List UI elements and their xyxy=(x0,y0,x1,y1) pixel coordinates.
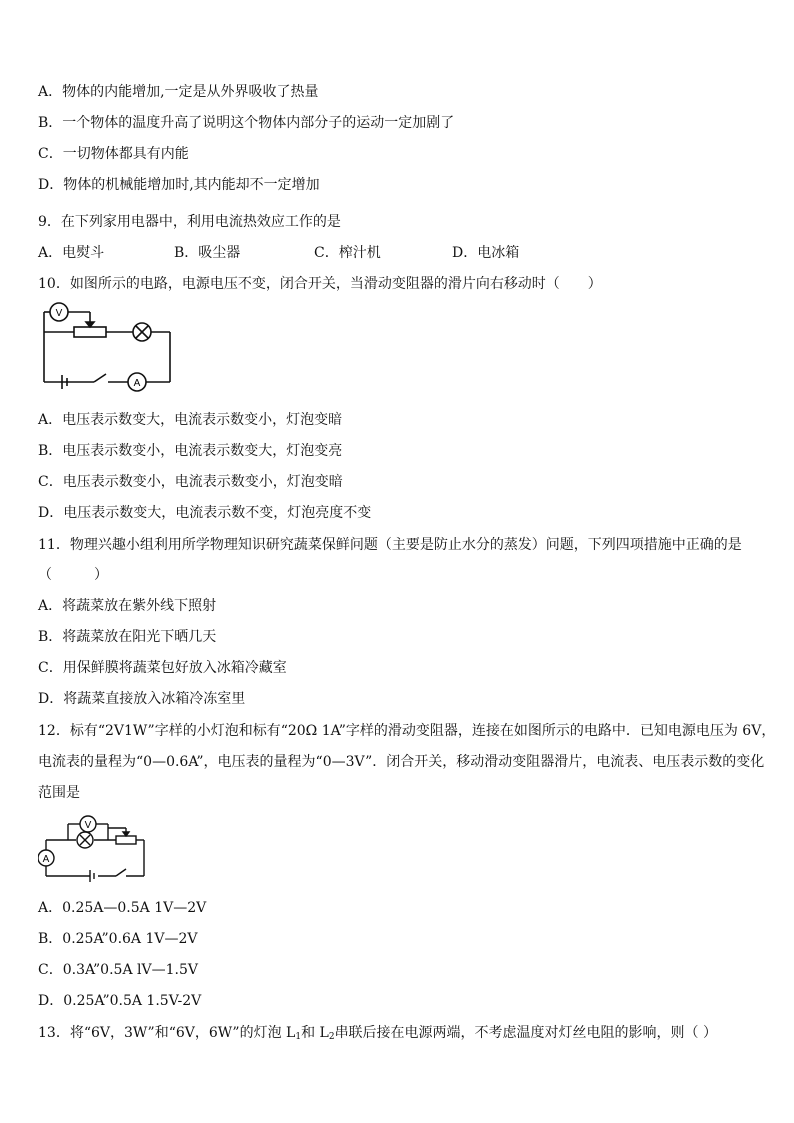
q9-stem: 9．在下列家用电器中，利用电流热效应工作的是 xyxy=(38,214,341,230)
q12-option-c: C．0.3A”0.5A lV—1.5V xyxy=(38,962,198,978)
q10-option-d: D．电压表示数变大，电流表示数不变，灯泡亮度不变 xyxy=(38,505,372,521)
q8-option-c: C．一切物体都具有内能 xyxy=(38,146,189,162)
q12-ammeter-label: A xyxy=(42,854,50,865)
q13-stem-pre: 13．将“6V，3W”和“6V，6W”的灯泡 L xyxy=(38,1025,296,1041)
q11-stem: 11．物理兴趣小组利用所学物理知识研究蔬菜保鲜问题（主要是防止水分的蒸发）问题，下列四项措施中正确的是 xyxy=(38,537,742,553)
q9-option-b: B．吸尘器 xyxy=(174,245,241,261)
q10-circuit-diagram xyxy=(38,302,176,398)
q12-option-d: D．0.25A”0.5A 1.5V-2V xyxy=(38,993,202,1009)
q10-option-c: C．电压表示数变小，电流表示数变小，灯泡变暗 xyxy=(38,474,343,490)
q12-voltmeter-label: V xyxy=(84,820,92,831)
q13-subscript-1: 1 xyxy=(295,1032,302,1042)
q12-stem-line1: 12．标有“2V1W”字样的小灯泡和标有“20Ω 1A”字样的滑动变阻器，连接在如图所示的电路中．已知电源电压为 6V， xyxy=(38,723,776,739)
q8-option-b: B．一个物体的温度升高了说明这个物体内部分子的运动一定加剧了 xyxy=(38,115,455,131)
q12-circuit-diagram xyxy=(38,812,148,884)
q12-stem-line2: 电流表的量程为“0—0.6A”，电压表的量程为“0—3V”．闭合开关，移动滑动变阻器滑片，电流表、电压表示数的变化 xyxy=(38,754,765,770)
q10-voltmeter-label: V xyxy=(55,308,63,319)
q12-option-a: A．0.25A—0.5A 1V—2V xyxy=(38,900,207,916)
q12-stem-line3: 范围是 xyxy=(38,785,80,801)
q12-option-b: B．0.25A”0.6A 1V—2V xyxy=(38,931,198,947)
q11-option-b: B．将蔬菜放在阳光下晒几天 xyxy=(38,629,217,645)
q10-stem: 10．如图所示的电路，电源电压不变，闭合开关，当滑动变阻器的滑片向右移动时（ ） xyxy=(38,276,602,292)
q8-option-d: D．物体的机械能增加时,其内能却不一定增加 xyxy=(38,177,320,193)
q9-option-a: A．电熨斗 xyxy=(38,245,105,261)
q13-stem-mid: 和 L xyxy=(301,1025,329,1041)
q13-stem-post: 串联后接在电源两端，不考虑温度对灯丝电阻的影响，则（ ） xyxy=(334,1025,718,1041)
q11-option-d: D．将蔬菜直接放入冰箱冷冻室里 xyxy=(38,691,246,707)
q10-ammeter-label: A xyxy=(133,378,141,389)
q10-option-b: B．电压表示数变小，电流表示数变大，灯泡变亮 xyxy=(38,443,343,459)
q10-option-a: A．电压表示数变大，电流表示数变小，灯泡变暗 xyxy=(38,412,343,428)
q11-option-c: C．用保鲜膜将蔬菜包好放入冰箱冷藏室 xyxy=(38,660,287,676)
q9-option-d: D．电冰箱 xyxy=(452,245,520,261)
q13-subscript-2: 2 xyxy=(328,1032,335,1042)
q9-option-c: C．榨汁机 xyxy=(314,245,381,261)
q13-stem xyxy=(38,1024,717,1042)
q11-answer-parens: （ ） xyxy=(38,567,108,583)
q11-option-a: A．将蔬菜放在紫外线下照射 xyxy=(38,598,217,614)
q8-option-a: A．物体的内能增加,一定是从外界吸收了热量 xyxy=(38,84,319,100)
